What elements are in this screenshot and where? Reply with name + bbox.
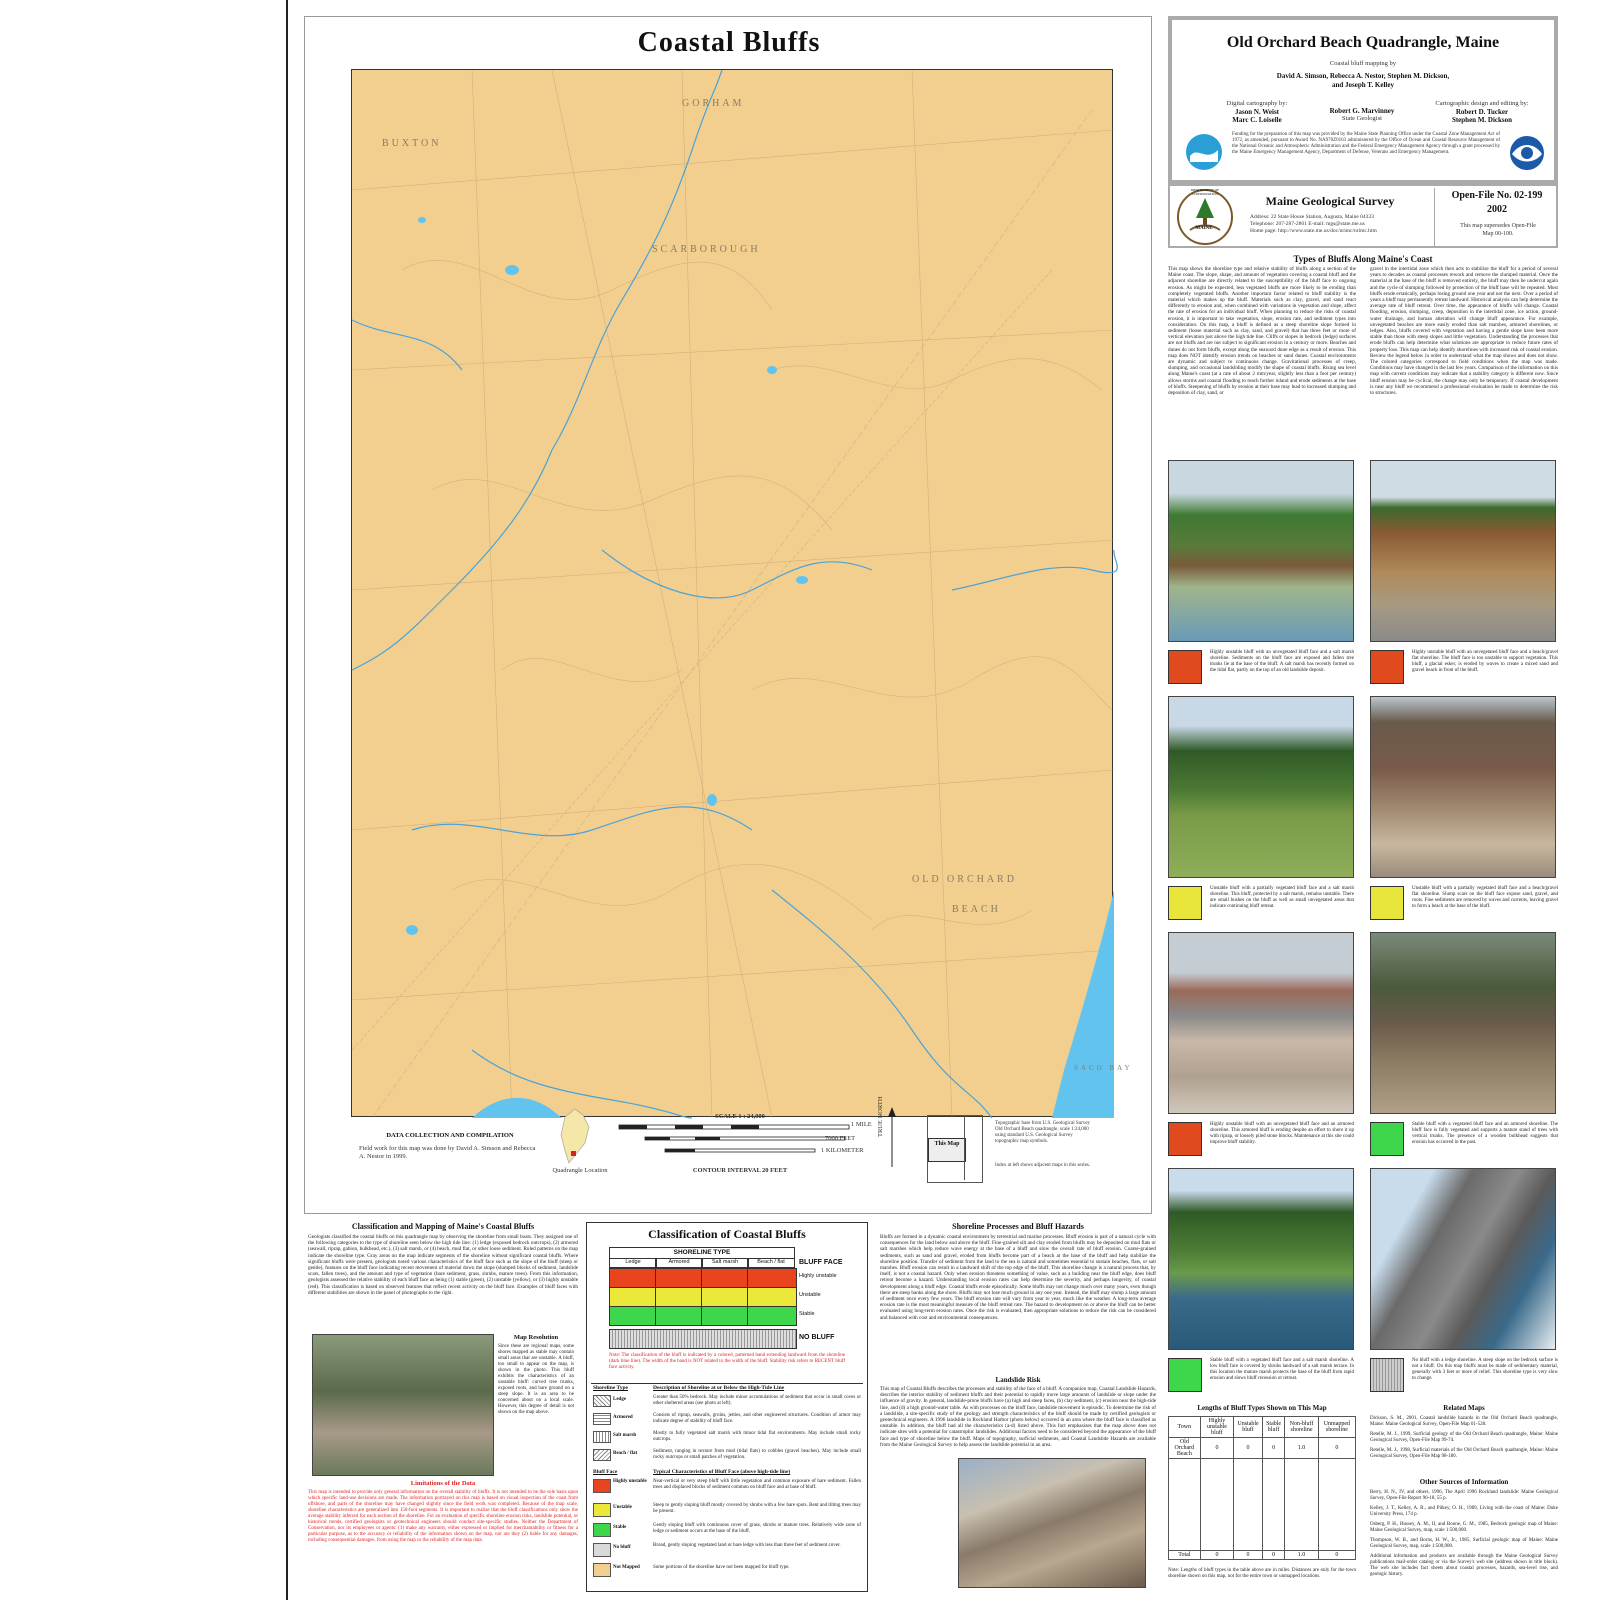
- data-collection-heading: DATA COLLECTION AND COMPILATION: [386, 1132, 514, 1139]
- bluff-swatch-no-bluff: [593, 1543, 611, 1557]
- bluff-desc-no-bluff: Broad, gently sloping vegetated land or bare ledge with less than three feet of sediment cover.: [653, 1543, 841, 1548]
- armored-pattern-swatch: [593, 1413, 611, 1425]
- mapping-by-label: Coastal bluff mapping by: [1329, 60, 1397, 67]
- state-geologist-name: Robert G. Marvinney: [1329, 107, 1395, 115]
- table-row: [1169, 1438, 1356, 1459]
- photo-stable-armored: [1370, 932, 1556, 1114]
- survey-telephone: Telephone: 207-287-2801 E-mail: mgs@state.me.us: [1250, 221, 1365, 227]
- lengths-note: Note: Lengths of bluff types in the table above are in miles. Distances are only for the town shoreline shown on this map, not for the entire town or unmapped locations.: [1168, 1568, 1356, 1579]
- shoreline-type-beach-flat: Beach / flat: [613, 1451, 638, 1456]
- classification-legend: [586, 1222, 868, 1592]
- quadrangle-title: Old Orchard Beach Quadrangle, Maine: [1226, 34, 1500, 51]
- types-heading: Types of Bluffs Along Maine's Coast: [1293, 254, 1433, 264]
- photo-unstable-salt-marsh: [1168, 696, 1354, 878]
- swatch-stable-2: [1168, 1358, 1202, 1392]
- other-source-3: Osberg, P. H., Hussey, A. M., II, and Boone, G. M., 1985, Bedrock geologic map of Maine: Maine Geological Survey, map, scale 1:500,000.: [1370, 1522, 1558, 1533]
- bluff-face-stable: Stable: [613, 1525, 627, 1530]
- photo-rockland-landslide: [958, 1458, 1146, 1588]
- map-resolution-text: Since these are regional maps, some shores mapped as stable may contain small areas that are unstable. A bluff, too small to appear on the map, is shown in the photo. This bluff exhibits the characteristics of an unstable bluff: curved tree trunks, exposed roots, and bare ground on a steep slope. It is an area to be concerned about on a local scale. However, this degree of detail is not shown on the map above.: [498, 1344, 574, 1415]
- photo-caption-6: Stable bluff with a vegetated bluff face and an armored shoreline. The bluff face is fully vegetated and supports a mature stand of trees with vertical trunks. The presence of a wooden bulkhead suggests that erosion has occurred in the past.: [1412, 1122, 1558, 1145]
- survey-address: Address: 22 State House Station, Augusta, Maine 04333: [1250, 214, 1374, 220]
- total-unmapped: 0: [1318, 1551, 1355, 1560]
- swatch-highly-unstable-3: [1168, 1122, 1202, 1156]
- landslide-heading: Landslide Risk: [995, 1376, 1041, 1384]
- open-file-number: Open-File No. 02-199: [1451, 190, 1543, 201]
- publication-year: 2002: [1487, 204, 1507, 215]
- photo-map-resolution: [312, 1334, 494, 1476]
- supersedes-note: This map supersedes Open-File Map 00-100.: [1460, 223, 1536, 237]
- map-resolution-heading: Map Resolution: [513, 1334, 559, 1341]
- swatch-stable-1: [1370, 1122, 1404, 1156]
- photo-caption-5: Highly unstable bluff with an unvegetated bluff face and an armored shoreline. This armored bluff is eroding despite an effort to shore it up with riprap, or loosely piled stone blocks. Maintenance at this site could improve bluff stability.: [1210, 1122, 1354, 1145]
- map-sheet: [286, 0, 1572, 1600]
- shoreline-desc-ledge: Greater than 50% bedrock. May include minor accumulations of sediment that occur in small coves or other sheltered areas (see photo at left).: [653, 1395, 861, 1406]
- total-highly-unstable: 0: [1200, 1551, 1233, 1560]
- label-gorham: GORHAM: [682, 98, 745, 109]
- noaa-logo-icon: [1508, 134, 1546, 172]
- cell-unstable: 0: [1234, 1438, 1263, 1459]
- shoreline-type-ledge: Ledge: [613, 1397, 627, 1402]
- bluff-face-not-mapped: Not Mapped: [613, 1565, 640, 1570]
- feet-label: 7000 FEET: [825, 1135, 856, 1142]
- label-buxton: BUXTON: [382, 138, 442, 149]
- total-label: Total: [1169, 1551, 1201, 1560]
- types-text-column-1: This map shows the shoreline type and relative stability of bluffs along a section of the Maine coast. The slope, shape, and amount of vegetation covering a coastal bluff and the adjacent shoreline are directly related to the susceptibility of the bluff face to ongoing erosion. As might be expected, less vegetated bluffs are more likely to be eroding than completely vegetated bluffs. Another important factor related to bluff stability is the material which makes up the bluff. Materials such as clay, gravel, and sand react differently to erosion and, when combined with variations in vegetation and slope, affect the rate of erosion for an individual bluff. When planning to reduce the risks of coastal erosion, it is important to take vegetation, slope, erosion rate, and sediment types into consideration. On this map, a bluff is defined as a steep shoreline slope formed in sediment (loose material such as clay, sand, and gravel) that has three feet or more of vertical elevation just above the high tide line. Cliffs or slopes in bedrock (ledge) surfaces are not bluffs and are not subject to significant erosion in a century or more. Beaches and dunes do not form bluffs, except along the seaward dune edge as a result of erosion. This map does NOT identify erosion trends on beaches or sand dunes. Coastal environments are dynamic and subject to continuous change. Gravitational processes of creep, slumping, and occasional landsliding modify the shape of coastal bluffs. Rising sea level along Maine's coast (at a rate of about 2 mm/year, slightly less than a foot per century) allows storms and coastal flooding to reach further inland and erode sediments at the base of bluffs. Steepening of bluffs by erosion at their base may lead to increased slumping and deposition of clay, sand, or: [1168, 266, 1356, 397]
- authors: David A. Simson, Rebecca A. Nestor, Stephen M. Dickson, and Joseph T. Kelley: [1276, 72, 1450, 89]
- map-title: Coastal Bluffs: [637, 27, 821, 58]
- shoreline-desc-salt-marsh: Mostly to fully vegetated salt marsh with minor tidal flat environments. May include small rocky outcrops.: [653, 1431, 861, 1442]
- bluff-desc-unstable: Steep to gently sloping bluff mostly covered by shrubs with a few bare spots. Bent and tilting trees may be present.: [653, 1503, 861, 1514]
- types-text-column-2: gravel in the intertidal zone which then acts to stabilize the bluff for a period of several years to decades as coastal processes rework and remove the slumped material. Once the material at the base of the bluff is removed entirely, the bluff may then be undercut again and the cycle of slumping followed by protection of the bluff base will be repeated. Most bluffs erode erratically, perhaps losing ground one year and not the next. Over a period of years a bluff may permanently retreat landward. Historical analysis can help determine the average rate of bluff retreat. Over time, the appearance of bluffs will change. Coastal flooding, erosion, slumping, creep, deposition in the intertidal zone, ice action, ground-water drainage, and human alteration will change bluff appearance. For example, unvegetated beaches are more easily eroded than salt marshes, armored shorelines, or ledges. Also, bluffs covered with vegetation and having a gentle slope have been more stable than those with steep slopes and little vegetation. Understanding the processes that erode bluffs can help determine what solutions are appropriate to reduce future rates of property loss. This map can help identify shorelines with increased risk of coastal erosion. Review the legend below in order to understand what the map shows and does not show. The colored categories correspond to field conditions when the map was made. Conditions may have changed in the last few years. Comparison of the information on this map with current conditions may indicate that a stability category is different now. Since bluff erosion may be cyclical, the change may only be temporary. If coastal development is near any bluff we recommend a professional evaluation be made to determine the risk to structures.: [1370, 266, 1558, 397]
- coastal-program-logo-icon: [1184, 132, 1224, 172]
- row-label-unstable: Unstable: [799, 1292, 821, 1298]
- index-note: Index at left shows adjacent maps in this series.: [995, 1163, 1091, 1168]
- topographic-map[interactable]: [351, 69, 1133, 1117]
- related-maps-heading: Related Maps: [1443, 1404, 1485, 1412]
- lengths-table-header: [1169, 1417, 1356, 1438]
- column-armored: Armored: [655, 1258, 703, 1268]
- true-north-label: TRUE NORTH: [877, 1096, 884, 1137]
- landslide-text: This map of Coastal Bluffs describes the processes and stability of the face of a bluff. A companion map, Coastal Landslide Hazards, describes the interior stability of sediment bluffs and their potential to rapidly move large amounts of landslide or slope under the influence of gravity. In general, landslide-prone bluffs have (a) high and steep faces, (b) clay sediment, (c) erosion near the high-tide line, and (d) a high ground-water table. As with processes on the bluff face, landslide movement is episodic. To determine the risk of a landslide, a site-specific study of the geology and strength characteristics of the bluff should be made by certified geologists or geotechnical engineers. A 1996 landslide in Rockland Harbor (photo below) occurred in an area where the bluff face is classified as unstable. In addition, the bluff had all the characteristics (a-d) listed above. This fact emphasizes that the map above does not indicate sites with a potential for catastrophic landslides. Additional factors need to be considered beyond the appearance of the bluff face and type of shoreline below the bluff. Maps of topography, surficial sediments, and Coastal Landslide Hazards are available from the Maine Geological Survey to help assess the landslide potential in an area.: [880, 1386, 1156, 1448]
- column-beach-flat: Beach / flat: [747, 1258, 795, 1268]
- mile-label: 1 MILE: [851, 1121, 872, 1128]
- photo-unstable-beach: [1370, 696, 1556, 878]
- total-stable: 0: [1262, 1551, 1284, 1560]
- topographic-base-note: Topographic base from U.S. Geological Survey Old Orchard Beach quadrangle, scale 1:24,000 using standard U.S. Geological Survey topographic map symbols.: [995, 1121, 1091, 1144]
- funding-statement: Funding for the preparation of this map was provided by the Maine State Planning Office under the Coastal Zone Management Act of 1972, as amended, pursuant to Award No. NA970Z0163 administered by the Office of Ocean and Coastal Resource Management of the National Oceanic and Atmospheric Administration and the Federal Emergency Management Agency through a grant processed by the Maine Emergency Management Agency, Department of Defense, Veterans and Emergency Management.: [1232, 132, 1500, 155]
- cell-highly-unstable: 0: [1200, 1438, 1233, 1459]
- related-map-3: Retelle, M. J., 1998, Surficial materials of the Old Orchard Beach quadrangle, Maine: Maine Geological Survey, Open-File Map 98-180.: [1370, 1448, 1558, 1459]
- column-ledge: Ledge: [609, 1258, 657, 1268]
- bluff-desc-not-mapped: Some portions of the shoreline have not been mapped for bluff type.: [653, 1565, 790, 1570]
- department-seal-icon: [1176, 188, 1234, 246]
- data-collection-text: Field work for this map was done by David A. Simson and Rebecca A. Nestor in 1999.: [359, 1145, 536, 1160]
- header-stable: Stable bluff: [1262, 1417, 1284, 1438]
- kilometer-label: 1 KILOMETER: [821, 1147, 864, 1154]
- photo-caption-1: Highly unstable bluff with an unvegetated bluff face and a salt marsh shoreline. Sediments on the bluff face are exposed and fallen tree trunks lie at the base of the bluff. A salt marsh has recently formed on the tidal flat, partly on the top of an old landslide deposit.: [1210, 650, 1354, 673]
- bluff-swatch-highly-unstable: [593, 1479, 611, 1493]
- lengths-heading: Lengths of Bluff Types Shown on This Map: [1197, 1404, 1327, 1412]
- map-panel: [304, 16, 1152, 1214]
- scale-label: SCALE 1 : 24,000: [715, 1113, 765, 1120]
- topographic-map-graphic: [352, 70, 1133, 1118]
- total-non-bluff: 1.0: [1285, 1551, 1319, 1560]
- state-geologist-title: State Geologist: [1342, 115, 1382, 122]
- label-old-orchard: OLD ORCHARD: [912, 874, 1017, 885]
- bluff-desc-highly-unstable: Near-vertical or very steep bluff with little vegetation and common exposure of bare sediment. Fallen trees and displaced blocks of sediment common on bluff face and at base of bluff.: [653, 1479, 861, 1490]
- cartographic-design-names: Robert D. Tucker Stephen M. Dickson: [1451, 108, 1513, 124]
- this-map-label: This Map: [928, 1138, 966, 1162]
- shoreline-description-heading: Description of Shoreline at or Below the High-Tide Line: [653, 1385, 785, 1391]
- bluff-face-header: BLUFF FACE: [799, 1259, 843, 1266]
- bluff-face-heading: Bluff Face: [593, 1469, 618, 1475]
- table-total-row: [1169, 1551, 1356, 1560]
- title-block: [1168, 16, 1558, 184]
- lengths-table: [1168, 1416, 1356, 1560]
- shoreline-type-heading: Shoreline Type: [593, 1385, 628, 1391]
- photo-no-bluff-ledge: [1370, 1168, 1556, 1350]
- cell-non-bluff: 1.0: [1285, 1438, 1319, 1459]
- other-sources-heading: Other Sources of Information: [1419, 1478, 1509, 1486]
- shoreline-type-header: SHORELINE TYPE: [609, 1247, 795, 1259]
- label-saco-bay: SACO BAY: [1074, 1064, 1133, 1072]
- maine-geological-survey-block: [1168, 184, 1558, 248]
- bluff-characteristics-heading: Typical Characteristics of Bluff Face (above high-tide line): [653, 1469, 791, 1475]
- header-unstable: Unstable bluff: [1234, 1417, 1263, 1438]
- photo-stable-salt-marsh: [1168, 1168, 1354, 1350]
- swatch-unstable-1: [1168, 886, 1202, 920]
- quadrangle-location-label: Quadrangle Location: [552, 1167, 608, 1174]
- legend-note: Note: The classification of the bluff is indicated by a colored, patterned band extending landward from the shoreline (dark blue line). The width of the band is NOT related to the width of the bluff. Stability risk refers to RECENT bluff face activity.: [609, 1353, 845, 1370]
- seal-department-label: DEPARTMENT OF CONSERVATION: [1190, 188, 1220, 196]
- photo-caption-8: No bluff with a ledge shoreline. A steep slope on the bedrock surface is not a bluff. On this map bluffs must be made of sedimentary material, generally with 3 feet or more of relief. This shoreline type is very slow to change.: [1412, 1358, 1558, 1381]
- cell-town: Old Orchard Beach: [1169, 1438, 1201, 1459]
- row-label-highly-unstable: Highly unstable: [799, 1273, 837, 1279]
- photo-caption-7: Stable bluff with a vegetated bluff face and a salt marsh shoreline. A low bluff face is covered by shrubs landward of a salt marsh terrace. In this location the mature marsh protects the base of the bluff from rapid erosion and slows bluff recession or retreat.: [1210, 1358, 1354, 1381]
- beach-flat-pattern-swatch: [593, 1449, 611, 1461]
- salt-marsh-pattern-swatch: [593, 1431, 611, 1443]
- header-town: Town: [1169, 1417, 1201, 1438]
- scale-bar: [615, 1123, 865, 1163]
- matrix-row-no-bluff: [609, 1329, 797, 1349]
- limitations-text: This map is intended to provide only general information on the overall stability of bluffs. It is not intended to be the sole basis upon which specific land-use decisions are made. The information portrayed on this map is based on visual inspection of the coast from offshore, and parts of the shoreline may have changed slightly since the field work was completed. Because of the map scale, shoreline characteristics are generalized into 150-foot segments. It is important to realize that the bluff classifications only show the average stability inferred for each section of the shoreline. For an evaluation of specific shoreline erosion risks, landslide potential, or historical trends, certified geologists or geotechnical engineers should conduct site-specific studies. Neither the Department of Conservation, nor its employees or agents: (1) make any warranty, either expressed or implied for merchantability or fitness for a particular purpose, as to the accuracy or reliability of the information shown on the map, nor are they (2) liable for any damages, including consequential damages, from using the map or the reliability of the map data.: [308, 1490, 578, 1543]
- shoreline-desc-beach-flat: Sediment, ranging in texture from mud (tidal flats) to cobbles (gravel beaches). May include small rocky outcrops or small patches of vegetation.: [653, 1449, 861, 1460]
- shoreline-desc-armored: Consists of riprap, seawalls, groins, jetties, and other engineered structures. Condition of armor may indicate degree of stability of bluff face.: [653, 1413, 861, 1424]
- row-label-stable: Stable: [799, 1311, 815, 1317]
- swatch-unstable-2: [1370, 886, 1404, 920]
- bluff-swatch-stable: [593, 1523, 611, 1537]
- photo-caption-3: Unstable bluff with a partially vegetated bluff face and a salt marsh shoreline. This bluff, protected by a salt marsh, remains unstable. There are small bushes on the bluff as well as small unvegetated areas that indicate continuing bluff retreat.: [1210, 886, 1354, 909]
- survey-homepage[interactable]: Home page: http://www.state.me.us/doc/nrimc/nrimc.htm: [1250, 228, 1377, 234]
- swatch-highly-unstable-1: [1168, 650, 1202, 684]
- classification-legend-heading: Classification of Coastal Bluffs: [648, 1227, 806, 1241]
- bluff-face-unstable: Unstable: [613, 1505, 632, 1510]
- digital-cartography-names: Jason N. Weist Marc C. Loiselle: [1232, 108, 1282, 124]
- other-source-1: Berry, H. N., IV, and others, 1996, The April 1996 Rockland landslide: Maine Geological Survey, Open-File Report 96-18, 55 p.: [1370, 1490, 1558, 1501]
- classification-mapping-text: Geologists classified the coastal bluffs on this quadrangle map by observing the shoreline from small boats. They assigned one of the following categories to the type of shoreline seen below the high tide line: (1) ledge (exposed bedrock outcrops), (2) armored (seawall, riprap, gabion, bulkhead, etc.), (3) salt marsh, or (4) beach, mud flat, or other loose sediment. Ruled patterns on the map indicate the shoreline type. Gray areas on the map indicate segments of the shoreline without significant coastal bluffs. Where significant bluffs were present, geologists noted various characteristics of the bluff face such as the slope of the bluff (steep or gentle), features on the bluff face indicating recent movement of material down the slope (slumped blocks of sediment, landslide scars, fallen trees), and the amount and type of vegetation (bare sediment, grass, shrubs, mature trees). From this information, geologists assessed the relative stability of each bluff face as being (1) stable (green), (2) unstable (yellow), or (3) highly unstable (red). This classification is based on observed features that reflect recent activity on the bluff face. Examples of bluff faces with different stabilities are shown in the panel of photographs to the right.: [308, 1234, 578, 1296]
- contour-interval-label: CONTOUR INTERVAL 20 FEET: [692, 1167, 788, 1174]
- no-bluff-label: NO BLUFF: [799, 1334, 835, 1341]
- header-highly-unstable: Highly unstable bluff: [1200, 1417, 1233, 1438]
- other-source-5: Additional information and products are available through the Maine Geological Survey publications mail-order catalog or via the Survey's web site (address shown in title block). The web site includes fact sheets about coastal processes, hazards, sea-level rise, and geologic history.: [1370, 1554, 1558, 1577]
- digital-cartography-label: Digital cartography by:: [1226, 100, 1288, 107]
- bluff-face-highly-unstable: Highly unstable: [613, 1479, 647, 1484]
- matrix-row-highly-unstable: [609, 1268, 797, 1288]
- bluff-face-no-bluff: No bluff: [613, 1545, 631, 1550]
- other-source-4: Thompson, W. B., and Borns, H. W., Jr., 1985, Surficial geologic map of Maine: Maine Geological Survey, map, scale 1:500,000.: [1370, 1538, 1558, 1549]
- header-non-bluff: Non-bluff shoreline: [1285, 1417, 1319, 1438]
- cell-stable: 0: [1262, 1438, 1284, 1459]
- related-map-1: Dickson, S. M., 2001, Coastal landslide hazards in the Old Orchard Beach quadrangle, Maine: Maine Geological Survey, Open-File Map 01-528.: [1370, 1416, 1558, 1427]
- shoreline-type-salt-marsh: Salt marsh: [613, 1433, 637, 1438]
- column-salt-marsh: Salt marsh: [701, 1258, 749, 1268]
- true-north-arrow-icon: [885, 1107, 899, 1167]
- total-unstable: 0: [1234, 1551, 1263, 1560]
- photo-highly-unstable-armored: [1168, 932, 1354, 1114]
- classification-mapping-heading: Classification and Mapping of Maine's Coastal Bluffs: [351, 1222, 535, 1231]
- photo-caption-2: Highly unstable bluff with an unvegetated bluff face and a beach/gravel flat shoreline. The bluff face is too unstable to support vegetation. This bluff, a glacial esker, is eroded by waves to create a mixed sand and gravel beach in front of the bluff.: [1412, 650, 1558, 673]
- matrix-row-unstable: [609, 1287, 797, 1307]
- limitations-heading: Limitations of the Data: [410, 1480, 476, 1487]
- cell-unmapped: 0: [1318, 1438, 1355, 1459]
- photo-highly-unstable-salt-marsh: [1168, 460, 1354, 642]
- bluff-swatch-unstable: [593, 1503, 611, 1517]
- related-map-2: Retelle, M. J., 1999, Surficial geology of the Old Orchard Beach quadrangle, Maine: Maine Geological Survey, Open-File Map 99-74.: [1370, 1432, 1558, 1443]
- bluff-swatch-not-mapped: [593, 1563, 611, 1577]
- photo-highly-unstable-beach: [1370, 460, 1556, 642]
- ledge-pattern-swatch: [593, 1395, 611, 1407]
- matrix-row-stable: [609, 1306, 797, 1326]
- header-unmapped: Unmapped shoreline: [1318, 1417, 1355, 1438]
- photo-caption-4: Unstable bluff with a partially vegetated bluff face and a beach/gravel flat shoreline. Slump scars on the bluff face expose sand, gravel, and roots. Fine sediments are removed by waves and currents, leaving gravel to form a beach at the base of the bluff.: [1412, 886, 1558, 909]
- seal-state-label: MAINE: [1195, 226, 1213, 231]
- bluff-desc-stable: Gently sloping bluff with continuous cover of grass, shrubs or mature trees. Relatively wide zone of ledge or sediment occurs at the base of the bluff.: [653, 1523, 861, 1534]
- processes-heading: Shoreline Processes and Bluff Hazards: [952, 1222, 1084, 1231]
- maine-location-icon: [555, 1107, 595, 1167]
- other-source-2: Kelley, J. T., Kelley, A. R., and Pilkey, O. H., 1989, Living with the coast of Maine: Duke University Press, 174 p.: [1370, 1506, 1558, 1517]
- adjacent-maps-index: [927, 1115, 983, 1183]
- swatch-no-bluff: [1370, 1358, 1404, 1392]
- cartographic-design-label: Cartographic design and editing by:: [1435, 100, 1529, 107]
- shoreline-type-armored: Armored: [613, 1415, 633, 1420]
- swatch-highly-unstable-2: [1370, 650, 1404, 684]
- survey-name: Maine Geological Survey: [1265, 194, 1395, 208]
- label-scarborough: SCARBOROUGH: [652, 244, 761, 255]
- label-beach: BEACH: [952, 904, 1001, 915]
- processes-text: Bluffs are formed in a dynamic coastal environment by terrestrial and marine processes. Bluff erosion is part of a natural cycle with consequences for the land below and above the bluff. Fine-grained silt and clay eroded from bluffs may be deposited on mud flats or salt marshes which help reduce wave energy at the base of a bluff and slow the overall rate of bluff erosion. Coarse-grained sediments, such as sand and gravel, eroded from bluffs become part of a beach at the base of the bluff and help stabilize the shoreline position. Transfer of sediment from the land to the sea is natural and sometimes essential to sustain beaches, flats, or salt marshes. Bluff erosion can result in a landward shift of the top edge of the bluff. This shoreline change is a natural process that, by itself, is not a coastal hazard. Only when erosion threatens something of value, such as a building near the bluff edge, does bluff retreat become a hazard. Understanding local erosion rates can help determine the severity, and perhaps longevity, of coastal development along a bluff edge. Coastal bluffs erode episodically. Some bluffs may not change much over many years, even though there are steep banks along the shore. Bluffs may not lose much ground in any one year. Instead, the bluff may slump a large amount of sediment once every few years. The bluff erosion rate will vary from year to year, much like the weather. A long-term average erosion rate is the most meaningful measure of the bluff retreat rate. The hazard to development on or above the bluff can be better evaluated using long-term erosion rates. Once the risk is evaluated, then appropriate solutions to reduce the risk can be considered and balanced with cost and environmental consequences.: [880, 1234, 1156, 1321]
